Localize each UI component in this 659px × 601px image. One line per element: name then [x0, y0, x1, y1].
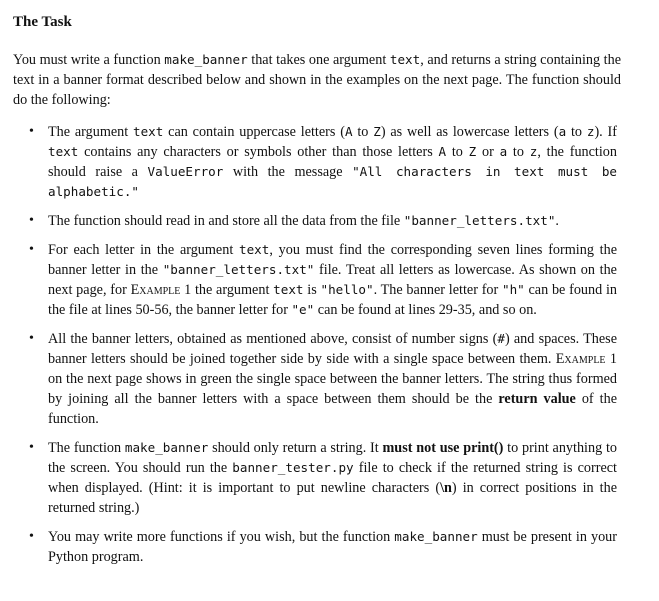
text-run: You must write a function — [13, 52, 165, 68]
inline-code: # — [497, 331, 505, 346]
task-list — [13, 122, 645, 567]
task-text — [48, 529, 617, 565]
inline-code: text — [273, 282, 304, 297]
task-item — [13, 329, 617, 429]
inline-code: text — [48, 144, 79, 159]
small-caps-text: Example — [555, 351, 606, 367]
text-run: The argument — [48, 124, 133, 140]
text-run: is — [303, 282, 321, 298]
inline-code: z — [529, 144, 538, 159]
text-run: that takes one argument — [247, 52, 390, 68]
text-run: . — [555, 213, 559, 229]
bold-text: must not use — [382, 440, 460, 456]
inline-code: "banner_letters.txt" — [162, 262, 315, 277]
text-run: file to check if the returned string is correct when displayed. (Hint: it is important to put newline characters ( — [48, 460, 617, 496]
inline-code: "h" — [502, 282, 525, 297]
inline-code: "banner_letters.txt" — [403, 213, 556, 228]
inline-code: Z — [468, 144, 477, 159]
text-run: You may write more functions if you wish, but the function — [48, 529, 395, 545]
text-run: can be found at lines 29-35, and so on. — [314, 302, 537, 318]
text-run: contains any characters or symbols other than those letters — [78, 144, 439, 160]
text-run: For each letter in the argument — [48, 242, 240, 258]
bullet-icon: • — [29, 529, 34, 544]
inline-code: "All characters in text must be alphabetic." — [48, 164, 618, 199]
bullet-icon: • — [29, 213, 34, 228]
small-caps-text: Example — [130, 282, 181, 298]
text-run: of the function. — [48, 391, 617, 427]
inline-code: A — [344, 124, 353, 139]
text-run: All the banner letters, obtained as mentioned above, consist of number signs ( — [48, 331, 498, 347]
task-text — [48, 440, 617, 516]
text-run: to — [566, 124, 587, 140]
bullet-icon: • — [29, 242, 34, 257]
text-run: 1 the argument — [180, 282, 274, 298]
inline-code: make_banner — [164, 52, 248, 67]
task-text — [48, 242, 617, 318]
text-run: can contain uppercase letters ( — [163, 124, 345, 140]
task-item — [13, 240, 617, 320]
text-run: , the function should raise a — [48, 144, 617, 180]
inline-code: "hello" — [320, 282, 374, 297]
task-item — [13, 122, 617, 202]
text-run: to print anything to the screen. You should run the — [48, 440, 618, 476]
task-item — [13, 527, 617, 567]
text-run: , you must find the corresponding seven lines forming the banner letter in the — [48, 242, 617, 278]
task-item — [13, 438, 617, 518]
inline-code: text — [133, 124, 164, 139]
inline-code: text — [389, 52, 421, 67]
inline-code: "e" — [291, 302, 315, 317]
text-run: The function — [48, 440, 125, 456]
inline-code: banner_tester.py — [232, 460, 354, 475]
inline-code: a — [558, 124, 567, 139]
text-run: 1 on the next page shows in green the single space between the banner letters. The string thus formed by joining all the banner letters with a space between them should be the — [48, 351, 617, 407]
task-text — [48, 331, 617, 427]
bold-text: \n — [440, 480, 452, 496]
text-run: file. Treat all letters as lowercase. As shown on the next page, for — [48, 262, 617, 298]
inline-code: make_banner — [124, 440, 209, 455]
task-item — [13, 211, 617, 231]
task-text — [48, 124, 617, 200]
text-run: to — [352, 124, 374, 140]
text-run: to — [446, 144, 469, 160]
text-run: or — [476, 144, 500, 160]
inline-code: A — [438, 144, 447, 159]
inline-code: z — [586, 124, 595, 139]
section-title: The Task — [13, 14, 72, 30]
intro-paragraph — [13, 50, 621, 110]
bold-text: print() — [463, 440, 504, 456]
text-run: . The banner letter for — [373, 282, 502, 298]
text-run: ). If — [594, 124, 617, 140]
bullet-icon: • — [29, 440, 34, 455]
text-run: The function should read in and store all the data from the file — [48, 213, 404, 229]
inline-code: make_banner — [394, 529, 478, 544]
bold-text: return value — [498, 391, 576, 407]
text-run: ) and spaces. These banner letters should be joined together side by side with a single space between them. — [48, 331, 617, 367]
inline-code: Z — [373, 124, 381, 139]
inline-code: text — [239, 242, 270, 257]
bullet-icon: • — [29, 124, 34, 139]
text-run: must be present in your Python program. — [48, 529, 617, 565]
inline-code: ValueError — [147, 164, 224, 179]
inline-code: a — [499, 144, 508, 159]
text-run: ) as well as lowercase letters ( — [380, 124, 559, 140]
text-run: , and returns a string containing the text in a banner format described below and shown in the examples on the next page. The function should do the following: — [13, 52, 621, 108]
text-run: to — [507, 144, 530, 160]
task-text — [48, 213, 559, 229]
text-run: ) in correct positions in the returned string.) — [48, 480, 618, 516]
text-run: can be found in the file at lines 50-56, the banner letter for — [48, 282, 617, 318]
text-run: with the message — [223, 164, 353, 180]
text-run: should only return a string. It — [208, 440, 383, 456]
bullet-icon: • — [29, 331, 34, 346]
